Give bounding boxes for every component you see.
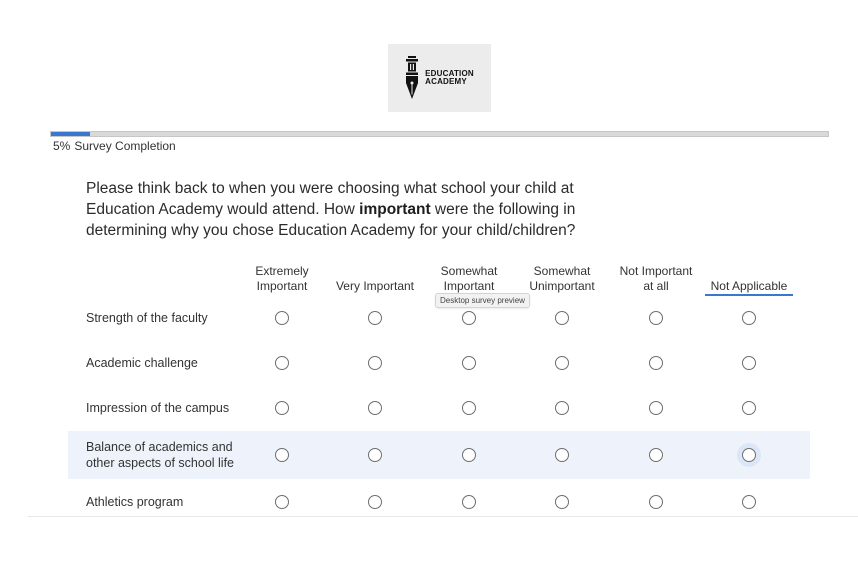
column-header-1 xyxy=(327,254,423,294)
question-text-bold: important xyxy=(359,201,431,218)
matrix-row-label: Athletics program xyxy=(86,495,184,509)
radio-button[interactable] xyxy=(742,311,756,325)
radio-button[interactable] xyxy=(368,448,382,462)
logo-line-2: ACADEMY xyxy=(425,77,467,86)
column-header-5 xyxy=(701,254,797,294)
matrix-row xyxy=(68,431,810,479)
radio-button[interactable] xyxy=(275,401,289,415)
progress-bar-fill xyxy=(51,132,90,136)
column-header-2 xyxy=(421,254,517,294)
column-header-text xyxy=(336,279,414,294)
radio-button[interactable] xyxy=(649,356,663,370)
progress-percent: 5% xyxy=(53,139,71,153)
matrix-row-label: Balance of academics and other aspects of school life xyxy=(86,440,234,470)
radio-button[interactable] xyxy=(275,495,289,509)
progress-label xyxy=(53,139,176,153)
radio-button[interactable] xyxy=(462,401,476,415)
column-header-line-1: Somewhat xyxy=(440,264,498,278)
radio-button[interactable] xyxy=(555,448,569,462)
radio-button[interactable] xyxy=(462,495,476,509)
column-header-3 xyxy=(514,254,610,294)
radio-button[interactable] xyxy=(649,401,663,415)
question-text-end: were the following in determining why you chose Education Academy for your child/children? xyxy=(86,201,576,239)
radio-button[interactable] xyxy=(368,495,382,509)
radio-button[interactable] xyxy=(368,311,382,325)
column-header-text xyxy=(529,264,594,294)
radio-button[interactable] xyxy=(649,311,663,325)
divider xyxy=(28,516,858,517)
radio-button[interactable] xyxy=(555,495,569,509)
logo-line-1: EDUCATION xyxy=(425,69,474,78)
column-header-line-2: Important xyxy=(256,279,308,293)
radio-button[interactable] xyxy=(742,356,756,370)
matrix-row xyxy=(68,390,810,426)
radio-button[interactable] xyxy=(742,401,756,415)
column-header-line-1: Extremely xyxy=(255,264,309,278)
column-header-line-1: Somewhat xyxy=(533,264,591,278)
column-header-line-1: Not Important xyxy=(619,264,693,278)
column-header-line-2: at all xyxy=(643,279,669,293)
radio-button[interactable] xyxy=(649,495,663,509)
radio-button[interactable] xyxy=(742,495,756,509)
column-header-line-2: Unimportant xyxy=(529,279,595,293)
radio-button[interactable] xyxy=(555,401,569,415)
radio-button[interactable] xyxy=(555,356,569,370)
progress-text: Survey Completion xyxy=(74,139,176,153)
radio-button[interactable] xyxy=(368,356,382,370)
radio-button[interactable] xyxy=(462,356,476,370)
radio-button[interactable] xyxy=(742,448,756,462)
radio-button[interactable] xyxy=(275,356,289,370)
column-header-line-2: Very Important xyxy=(335,279,415,293)
tooltip: Desktop survey preview xyxy=(435,293,530,308)
column-header-text xyxy=(255,264,308,294)
column-header-0 xyxy=(234,254,330,294)
column-header-line-2: Important xyxy=(443,279,495,293)
column-header-line-2: Not Applicable xyxy=(710,279,788,293)
radio-button[interactable] xyxy=(275,311,289,325)
matrix-row-label: Strength of the faculty xyxy=(86,311,208,325)
column-header-text xyxy=(620,264,693,294)
matrix-row xyxy=(68,484,810,520)
lighthouse-pen-icon xyxy=(405,56,419,100)
progress-bar xyxy=(50,131,829,137)
radio-button[interactable] xyxy=(275,448,289,462)
question-text-start: Please think back to when you were choosing what school your child at Education Academy would attend. How xyxy=(86,180,574,218)
column-header-text xyxy=(711,279,788,294)
column-header-4 xyxy=(608,254,704,294)
logo xyxy=(388,44,491,112)
matrix-row-label: Impression of the campus xyxy=(86,401,230,415)
radio-button[interactable] xyxy=(368,401,382,415)
radio-button[interactable] xyxy=(462,448,476,462)
question-text xyxy=(86,178,586,241)
radio-button[interactable] xyxy=(462,311,476,325)
matrix-row xyxy=(68,345,810,381)
column-header-text xyxy=(441,264,498,294)
radio-button[interactable] xyxy=(555,311,569,325)
radio-button[interactable] xyxy=(649,448,663,462)
matrix-row-label: Academic challenge xyxy=(86,356,198,370)
